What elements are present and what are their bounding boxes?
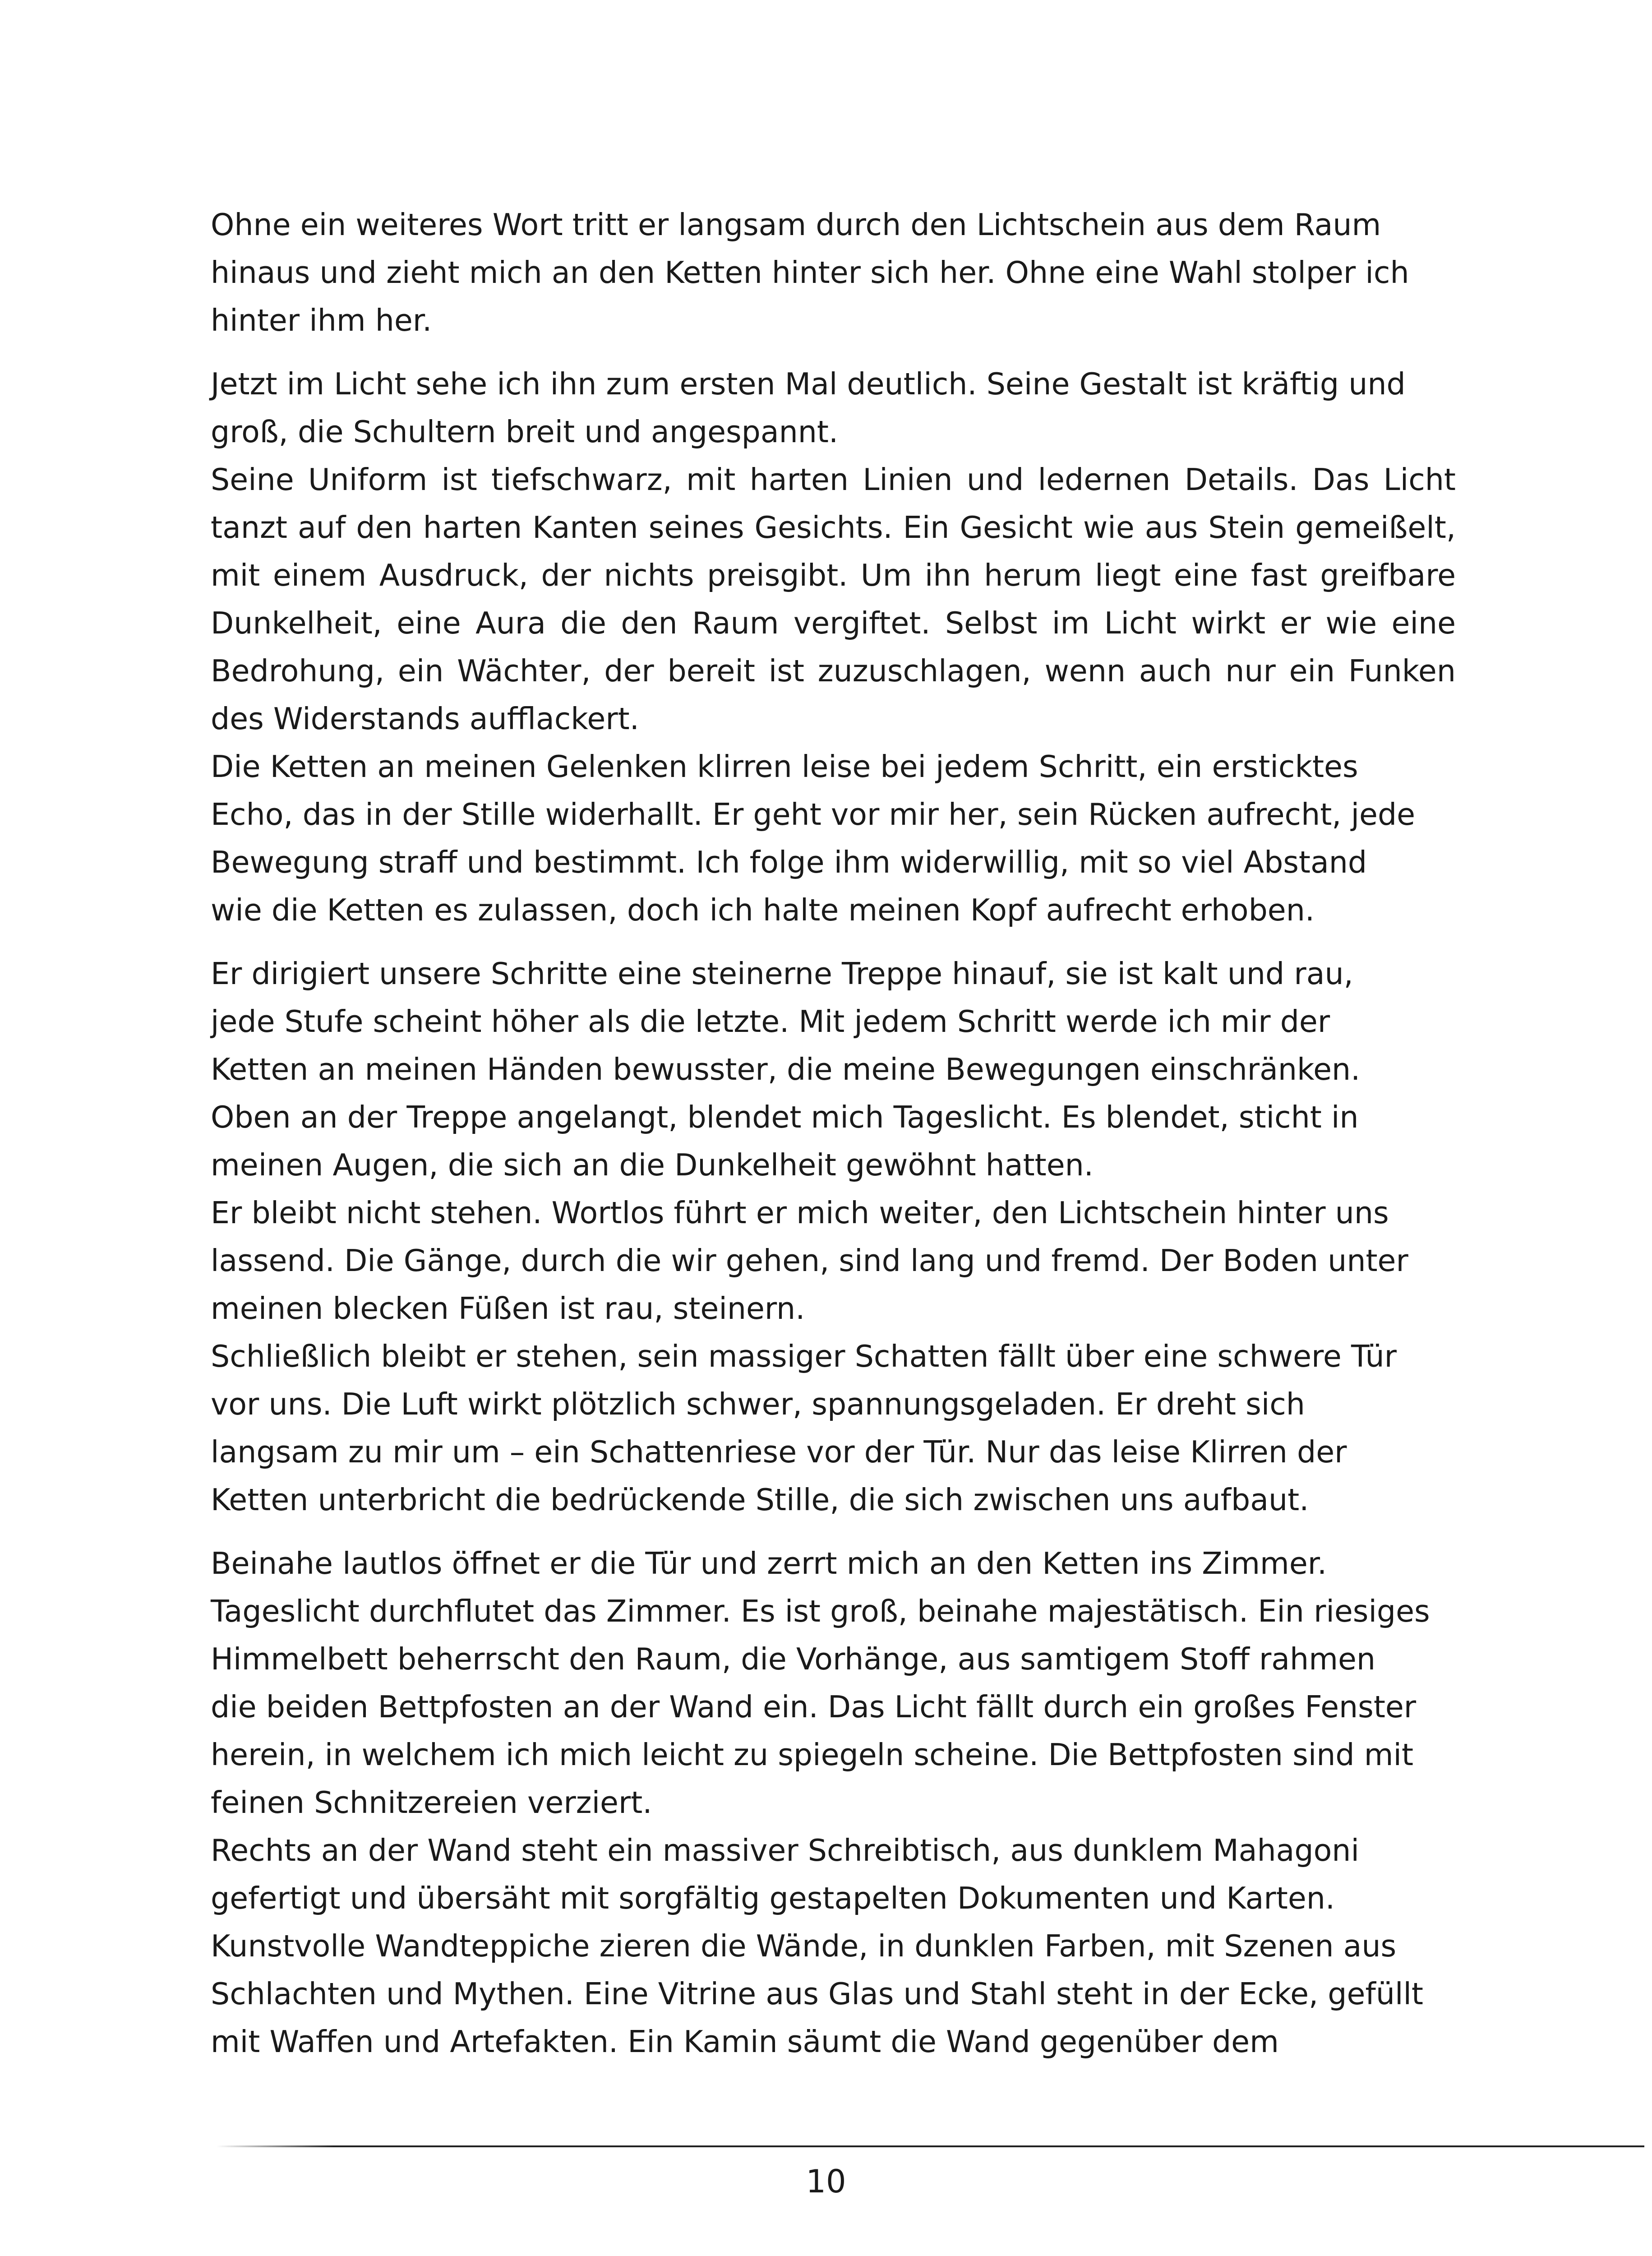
text-line: tanzt auf den harten Kanten seines Gesichts. Ein Gesicht wie aus Stein gemeißelt, (211, 510, 1456, 545)
text-line: meinen blecken Füßen ist rau, steinern. (211, 1291, 805, 1326)
paragraph (211, 201, 1456, 344)
text-line: jede Stufe scheint höher als die letzte. Mit jedem Schritt werde ich mir der (211, 1004, 1330, 1039)
text-line: Tageslicht durchflutet das Zimmer. Es ist groß, beinahe majestätisch. Ein riesiges (211, 1594, 1430, 1629)
text-line: hinaus und zieht mich an den Ketten hinter sich her. Ohne eine Wahl stolper ich (211, 255, 1409, 290)
text-line: Beinahe lautlos öffnet er die Tür und zerrt mich an den Ketten ins Zimmer. (211, 1546, 1327, 1581)
text-line: mit einem Ausdruck, der nichts preisgibt. Um ihn herum liegt eine fast greifbare (211, 558, 1456, 593)
text-line: Bedrohung, ein Wächter, der bereit ist zuzuschlagen, wenn auch nur ein Funken (211, 653, 1456, 689)
text-line: Er bleibt nicht stehen. Wortlos führt er mich weiter, den Lichtschein hinter uns (211, 1195, 1389, 1230)
text-line: wie die Ketten es zulassen, doch ich halte meinen Kopf aufrecht erhoben. (211, 892, 1315, 928)
text-line: Schließlich bleibt er stehen, sein massiger Schatten fällt über eine schwere Tür (211, 1339, 1397, 1374)
page-number: 10 (806, 2163, 846, 2200)
text-line: Bewegung straff und bestimmt. Ich folge ihm widerwillig, mit so viel Abstand (211, 845, 1367, 880)
paragraph (211, 1539, 1456, 2066)
text-line: meinen Augen, die sich an die Dunkelheit gewöhnt hatten. (211, 1147, 1094, 1183)
footer-divider-fade (217, 2145, 334, 2147)
text-line: Ohne ein weiteres Wort tritt er langsam durch den Lichtschein aus dem Raum (211, 207, 1381, 242)
footer-divider (217, 2145, 1644, 2147)
text-line: herein, in welchem ich mich leicht zu spiegeln scheine. Die Bettpfosten sind mit (211, 1737, 1414, 1772)
text-line: Er dirigiert unsere Schritte eine steinerne Treppe hinauf, sie ist kalt und rau, (211, 956, 1353, 991)
text-line: Die Ketten an meinen Gelenken klirren leise bei jedem Schritt, ein ersticktes (211, 749, 1358, 784)
paragraph (211, 950, 1456, 1524)
text-line: Schlachten und Mythen. Eine Vitrine aus Glas und Stahl steht in der Ecke, gefüllt (211, 1976, 1423, 2011)
text-line: Dunkelheit, eine Aura die den Raum vergiftet. Selbst im Licht wirkt er wie eine (211, 606, 1456, 641)
paragraph (211, 360, 1456, 934)
text-line: feinen Schnitzereien verziert. (211, 1785, 652, 1820)
text-line: gefertigt und übersäht mit sorgfältig gestapelten Dokumenten und Karten. (211, 1881, 1335, 1916)
text-line: Ketten an meinen Händen bewusster, die meine Bewegungen einschränken. (211, 1052, 1361, 1087)
text-line: Kunstvolle Wandteppiche zieren die Wände, in dunklen Farben, mit Szenen aus (211, 1928, 1397, 1964)
text-line: lassend. Die Gänge, durch die wir gehen, sind lang und fremd. Der Boden unter (211, 1243, 1408, 1278)
text-line: hinter ihm her. (211, 303, 432, 338)
text-line: Himmelbett beherrscht den Raum, die Vorhänge, aus samtigem Stoff rahmen (211, 1641, 1376, 1677)
body-text (211, 201, 1456, 2066)
text-line: Rechts an der Wand steht ein massiver Schreibtisch, aus dunklem Mahagoni (211, 1833, 1359, 1868)
text-line: langsam zu mir um – ein Schattenriese vor der Tür. Nur das leise Klirren der (211, 1434, 1347, 1470)
text-line: vor uns. Die Luft wirkt plötzlich schwer, spannungsgeladen. Er dreht sich (211, 1387, 1305, 1422)
text-line: mit Waffen und Artefakten. Ein Kamin säumt die Wand gegenüber dem (211, 2024, 1279, 2059)
text-line: Seine Uniform ist tiefschwarz, mit harten Linien und ledernen Details. Das Licht (211, 462, 1456, 497)
text-line: die beiden Bettpfosten an der Wand ein. Das Licht fällt durch ein großes Fenster (211, 1689, 1417, 1724)
text-line: Oben an der Treppe angelangt, blendet mich Tageslicht. Es blendet, sticht in (211, 1100, 1359, 1135)
text-line: Ketten unterbricht die bedrückende Stille, die sich zwischen uns aufbaut. (211, 1482, 1309, 1517)
text-line: Jetzt im Licht sehe ich ihn zum ersten Mal deutlich. Seine Gestalt ist kräftig und (211, 366, 1406, 402)
text-line: groß, die Schultern breit und angespannt. (211, 414, 839, 449)
text-line: Echo, das in der Stille widerhallt. Er geht vor mir her, sein Rücken aufrecht, jede (211, 797, 1416, 832)
text-line: des Widerstands aufflackert. (211, 701, 639, 736)
